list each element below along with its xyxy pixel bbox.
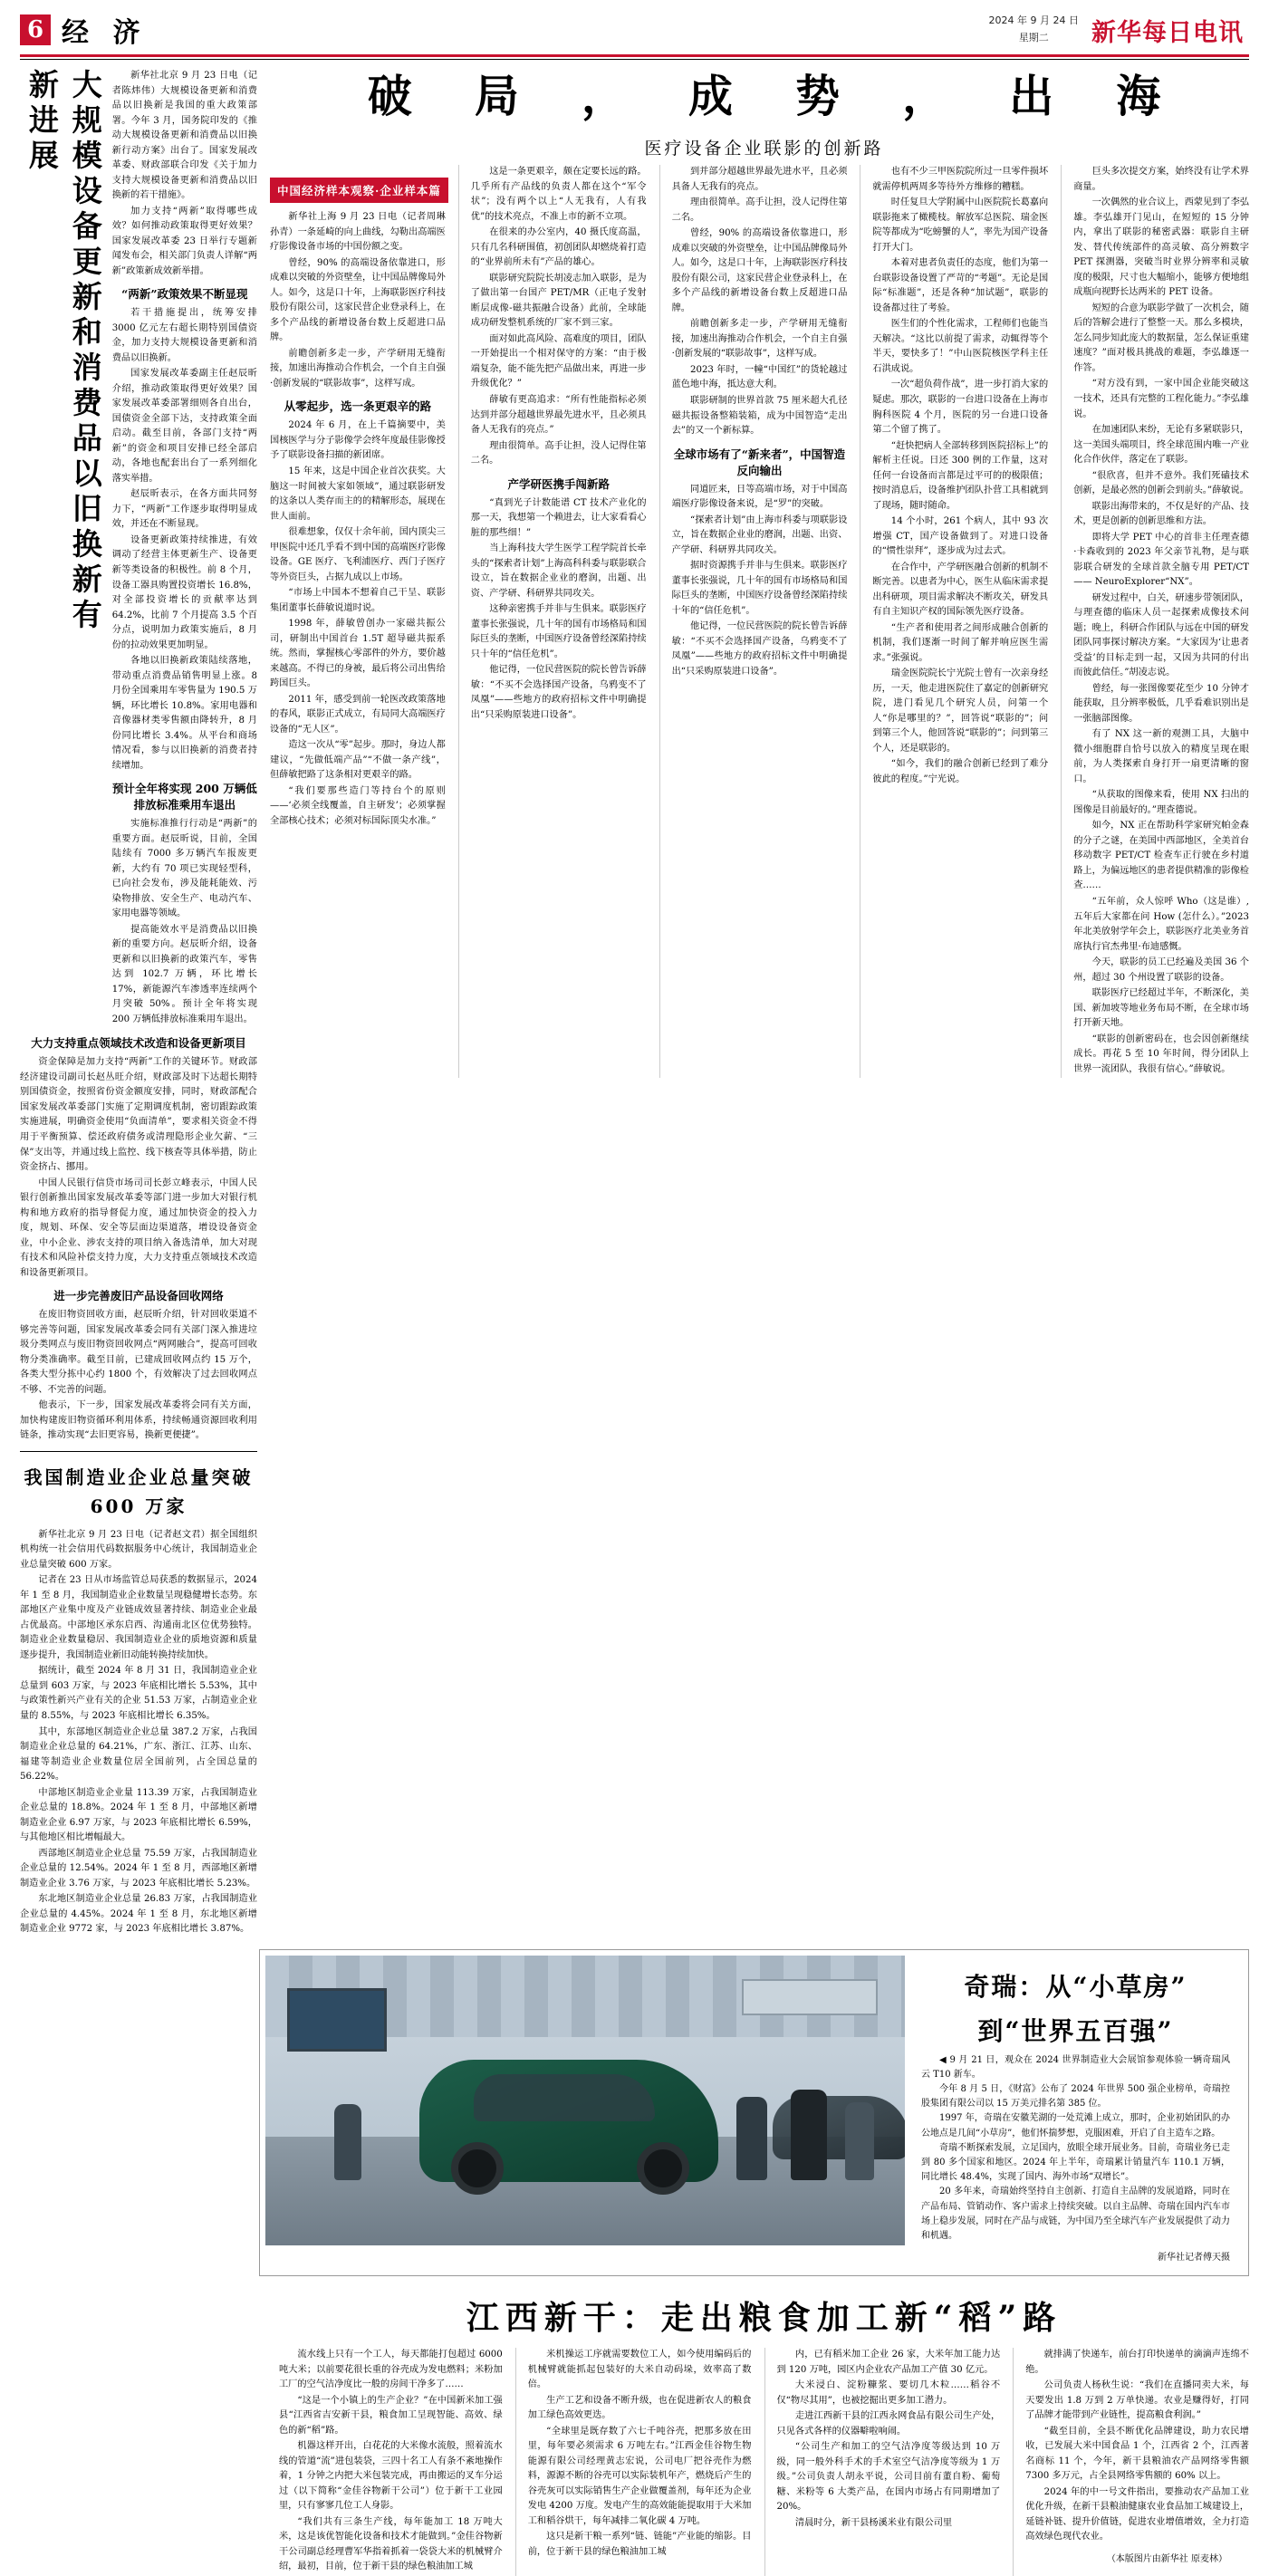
- body-para: 流水线上只有一个工人，每天都能打包超过 6000 吨大米；以前要花很长重的谷壳成为发电燃料；米粉加工厂的空气洁净度比一般的房间干净多了……: [279, 2350, 503, 2390]
- body-para: “从获取的图像来看，使用 NX 扫出的图像是目前最好的。”理查德说。: [1073, 790, 1249, 815]
- photo-headline-line2: 到“世界五百强”: [977, 2015, 1174, 2046]
- body-para: 走进江西新干县的江西永网食品有限公司生产处，只见各式各样的仪器噼啦响闹。: [776, 2411, 1001, 2437]
- bottom-headline: 江西新干：走出粮食加工新“稻”路: [466, 2299, 1062, 2338]
- body-para: 其中，东部地区制造业企业总量 387.2 万家，占我国制造业企业总量的 64.21%，广东、浙江、江苏、山东、福建等制造业企业数量位居全国前列，占全国总量的 56.22%。: [20, 1726, 257, 1783]
- feature-sub-heading-1: 从零起步，选一条更艰辛的路: [284, 399, 432, 414]
- body-para: “这是一个小镇上的生产企业？”在中国新米加工强县“江西省吉安新干县，粮食加工呈现智能、高效、绿色的新“稻”路。: [279, 2395, 503, 2436]
- body-para: 联影医疗已经超过半年，不断深化，美国、新加坡等地业务布局不断，在全球市场打开新天地。: [1073, 988, 1249, 1029]
- body-para: “很欣喜，但并不意外。我们死磕技术创新，是最必然的创新会到前头。”薛敏说。: [1073, 470, 1249, 496]
- body-para: “如今，我们的融合创新已经到了难分彼此的程度。”宁光说。: [872, 759, 1049, 784]
- body-para: 当上海科技大学生医学工程学院首长牵头的“探索者计划”上海高科科委与联影联合设立，旨在数据企业业的磨润，出题、出资、产学研、科研界共同攻关。: [470, 543, 647, 599]
- body-para: 实施标准推行行动是“两新”的重要方面。赵辰昕说，目前，全国陆续有 7000 多万辆汽车报废更新，大约有 70 项已实现轻型科，已向社会发布，涉及能耗能效、污染物排放、安全生产、电动汽车、家用电器等领域。: [111, 819, 257, 919]
- body-para: 也有不少三甲医院院所过一旦零件损坏就需停机两周多等待外方维修的糟糕。: [872, 167, 1049, 192]
- feature-title: 破 局 ， 成 势 ， 出 海: [367, 70, 1185, 122]
- photo-caption-body: [921, 2053, 1230, 2244]
- feature-sub-heading-3: 全球市场有了“新来者”，中国智造反向输出: [673, 447, 846, 477]
- body-para: 米机操运工序就需要数位工人，如今使用编码后的机械臂就能抓起包装好的大米自动码垛，效率高了数倍。: [527, 2350, 752, 2390]
- body-para: 2024 年 6 月，在上千篇摘要中，美国核医学与分子影像学会终年度最佳影像授予了联影设备扫描的新团席。: [270, 420, 446, 461]
- body-para: 同道匠来，日等高端市场，对于中国高端医疗影像设备来说，是“罗”的突破。: [671, 484, 848, 510]
- feature-col-5: [1061, 165, 1249, 1078]
- photo-visitor: [736, 2097, 767, 2180]
- masthead: [0, 0, 1269, 51]
- sub-heading-1: “两新”政策效果不断显现: [121, 287, 248, 302]
- body-para: 若干措施提出，统筹安排 3000 亿元左右超长期特别国债资金，加力支持大规模设备更新和消费品以旧换新。: [111, 308, 257, 363]
- body-para: 即将大学 PET 中心的首非主任理查德·卡森收到的 2023 年父亲节礼物，是与联影联合研发的全球首款全脑专用 PET/CT —— NeuroExplorer“NX”。: [1073, 532, 1249, 588]
- feature-sub-heading-2: 产学研医携手闯新路: [507, 476, 610, 491]
- body-para: “对方没有到，一家中国企业能突破这一技术，还具有完整的工程化能力。”李弘雄说。: [1073, 379, 1249, 419]
- body-para: 这是一条更艰辛，颇在定要长远的路。几乎所有产品线的负责人都在这个“军令状”；没有两个以上“人无我有，人有我优”的技术亮点，不准上市的新不立项。: [470, 167, 647, 222]
- body-para: 2011 年，感受到前一轮医改政策落地的春风，联影正式成立，有局同大高端医疗设备的“无人区”。: [270, 694, 446, 735]
- body-para: 设备更新政策持续推进，有效调动了经营主体更新生产、设备更新等类设备的积极性。前 8 个月，设备工器具购置投资增长 16.8%，对全部投资增长的贡献率达到 64.2%，比前 7 个月提高 3.5 个百分点，说明加力政策实施后，8 月份的拉动效果更加明显。: [111, 534, 257, 650]
- body-para: “真到光子计数能谱 CT 技术产业化的那一天，我想第一个赖进去，让大家看看心脏的那些细！”: [470, 497, 647, 538]
- body-para: 理由很简单。高手让担，没人记得住第二名。: [671, 197, 848, 223]
- lead-para-2: 加力支持“两新”取得哪些成效？如何推动政策取得更好效果？国家发展改革委 23 日举行专题新闻发布会，相关部门负责人详解“两新”政策新成效新举措。: [111, 206, 257, 276]
- body-para: “我们要那些造门等持台个的原则——‘必须全线覆盖，自主研发’；必须掌握全部核心技术；必须对标国际顶尖水准。”: [270, 785, 446, 826]
- body-para: 今天，联影的员工已经遍及美国 36 个州，超过 30 个州设置了联影的设备。: [1073, 957, 1249, 983]
- body-para: 他记得，一位民营医院的院长曾告诉薛敏：“不买不会选择国产设备，乌鸦变不了凤凰”——些地方的政府招标文件中明确提出“只采购原装进口设备”。: [671, 621, 848, 677]
- bottom-columns: [259, 2348, 1269, 2576]
- body-para: 据统计，截至 2024 年 8 月 31 日，我国制造业企业总量到 603 万家，与 2023 年底相比增长 5.53%，其中与政策性新兴产业有关的企业 51.53 万家，占制造业企业量的 8.55%，与 2023 年底相比增长 6.35%。: [20, 1666, 257, 1721]
- body-para: 国家发展改革委副主任赵辰昕介绍，推动政策取得更好效果？国家发展改革委部署细则各自出台，国债资金全部下达，支持政策全面启动。截至目前，各部门支持“两新”的资金和项目安排已经全部启动，各地也配套出台了一系列细化落实举措。: [111, 369, 257, 484]
- body-para: 这只是新干粮一系列“链、链能”产业能的缩影。目前，位于新干县的绿色粮油加工城: [527, 2532, 752, 2557]
- bottom-col-2: [515, 2348, 752, 2576]
- feature-dateline: 新华社上海 9 月 23 日电（记者周琳 孙青）一条延崎的向上曲线，勾勒出高端医疗影像设备市场的中国份额之变。: [270, 212, 446, 253]
- body-para: 如今，NX 正在帮助科学家研究帕金森的分子之谜，在美国中西部地区，全美首台移动数字 PET/CT 检查车正行驶在乡村道路上，为偏远地区的患者提供精准的影像检查……: [1073, 821, 1249, 891]
- bottom-col-4: [1013, 2348, 1249, 2576]
- body-para: 本着对患者负责任的态度，他们为第一台联影设备设置了严苛的“考题”。无论是国际“标准题”，还是各种“加试题”，联影的设备都过往了考验。: [872, 258, 1049, 313]
- bottom-story: [259, 2292, 1269, 2576]
- feature-columns: [270, 165, 1249, 1078]
- body-para: 大米浸白、淀粉糠浆、要切几木粒……稻谷不仅“物尽其用”，也被挖掘出更多加工潜力。: [776, 2380, 1001, 2406]
- body-para: 联影出海带来的，不仅是好的产品、技术，更是创新的创新思维和方法。: [1073, 501, 1249, 527]
- photo-visitor: [334, 2104, 361, 2180]
- body-para: 一次偶然的业合议上，西蒙见到了李弘雄。李弘雄开门见山，在短短的 15 分钟内，拿出了联影的秘密武器：联影自主研发、替代传统部件的高灵敏、高分辨数字 PET 探测器，突破当时业界分辨率和灵敏度的极限，尺寸也大幅缩小，能够方便地组成瓶向视野长达两米的 PET 设备。: [1073, 197, 1249, 298]
- body-para: “联影的创新密码在，也会因创新继续成长。再花 5 至 10 年时间，得分团队上世界一流团队，我很有信心。”薛敏说。: [1073, 1033, 1249, 1074]
- body-para: 2024 年的中一号文件指出，要推动农产品加工业优化升级，在新干县粮油健康农业食品加工城建设上，延链补链、提升价值链，促进农业增值增效，全力打造高效绿色现代农业。: [1025, 2486, 1249, 2542]
- body-para: 赵辰昕表示，在各方面共同努力下，“两新”工作逐步取得明显成效，并还在不断显现。: [111, 489, 257, 530]
- feature-subtitle: 医疗设备企业联影的创新路: [644, 139, 884, 159]
- body-para: “全球里是既存数了六七千吨谷壳，把那多放在田里，每年要必须需求 6 万吨左右。”江西金佳谷物生物能源有限公司经理黄志宏说，公司电厂把谷壳作为燃料，源源不断的谷壳可以实际装机年产，燃烧后产生的谷壳灰可以实际销售生产企业做覆盖剂，每年还为企业发电 4200 万度。发电产生的高效能能提取用于大米加工和稻谷烘干，每年减排二氧化碳 4 万吨。: [527, 2426, 752, 2526]
- body-para: “市场上中国本不想着自己干呈、联影集团董事长薛敏说道时说。: [270, 588, 446, 613]
- second-headline: 我国制造业企业总量突破 600 万家: [24, 1466, 254, 1517]
- body-para: 有了 NX 这一新的观测工具，大脑中微小细胞群自恰号以放入的精度呈现在眼前，为人类探索自身打开一扇更清晰的窗口。: [1073, 729, 1249, 784]
- body-para: 提高能效水平是消费品以旧换新的重要方向。赵辰昕介绍，设备更新和以旧换新的政策汽车，零售达到 102.7 万辆，环比增长 17%，新能源汽车渗透率连续两个月突破 50%。预计全年将实现 200 万辆低排放标准乘用车退出。: [111, 924, 257, 1024]
- body-para: ◀ 9 月 21 日，观众在 2024 世界制造业大会展馆参观体验一辆奇瑞风云 T10 新车。: [921, 2054, 1230, 2080]
- photo-car-wheel-rear: [637, 2142, 689, 2195]
- left-lead-body: [112, 69, 257, 1028]
- body-para: 这种亲密携手并非与生俱来。联影医疗董事长张强说，几十年的国有市场格局和国际巨头的垄断，中国医疗设备曾经深陷持续只十年的“信任危机”。: [470, 604, 647, 659]
- body-para: 奇瑞不断探索发展，立足国内，放眼全球开展业务。目前，奇瑞业务已走到 80 多个国家和地区。2024 年上半年，奇瑞累计销量汽车 110.1 万辆，同比增长 48.4%，实现了国内、海外市场“双增长”。: [921, 2142, 1230, 2183]
- body-para: 中部地区制造业企业量 113.39 万家，占我国制造业企业总量的 18.8%。2024 年 1 至 8 月，中部地区新增制造业企业 6.97 万家，与 2023 年底相比增长 6.59%，与其他地区相比增幅最大。: [20, 1787, 257, 1843]
- body-para: 造这一次从“零”起步。那时，身边人都建议，“先做低端产品”“不做一条产线”，但薛敏把路了这条相对更艰辛的路。: [270, 740, 446, 781]
- masthead-rule-red: [20, 54, 1249, 57]
- feature-col-2: [458, 165, 647, 1078]
- body-para: 医生们的个性化需求，工程师们也能当天解决。“这比以前提了需求，动辄得等个半天，要快多了！”中山医院核医学科主任石洪成说。: [872, 319, 1049, 374]
- body-para: 面对如此高风险、高难度的项目，团队一开始提出一个相对保守的方案：“由于极端复杂，能不能先把产品做出来，再进一步升级优化？”: [470, 333, 647, 389]
- body-para: 15 年来，这是中国企业首次获奖。大脑这一时间被大家如领域”，通过联影研发的这条以人类存而主的的精解形态，展现在世人面前。: [270, 466, 446, 522]
- body-para: 曾经，每一张图像要花至少 10 分钟才能获取，且分辨率极低，几乎看难识别出是一张脑部图像。: [1073, 683, 1249, 724]
- body-para: 在加速团队来纷，无论有多紧联影只，这一美国头端项目，终全球范围内唯一产业化合作伙伴，落定在了联影。: [1073, 425, 1249, 466]
- feature-header: [270, 69, 1249, 159]
- body-para: 在合作中，产学研医融合创新的机制不断完善。以患者为中心，医生从临床需求提出科研项，项目需求解决不断攻关，研发具有自主知识产权的国际领先医疗设备。: [872, 562, 1049, 618]
- body-para: 研发过程中，白关，研速步带领团队，与理查德的临床人员一起探索成像技术问题；晚上，科研合作团队与远在中国的研发团队同事探讨解决方案。“大家因为‘让患者受益’的目标走到一起，又因为共同的付出而彼此信任。”胡凌志说。: [1073, 592, 1249, 678]
- body-para: 一次“超负荷作战”，进一步打消大家的疑虑。那次，联影的一台进口设备在上海市胸科医院 4 个月，医院的另一台进口设备第二个留了携了。: [872, 380, 1049, 436]
- body-para: 20 多年来，奇瑞始终坚持自主创新、打造自主品牌的发展道路，同时在产品布局、管销动作、客户需求上持续突破。以自主品牌、奇瑞在国内汽车市场上稳步发展，同时在产品与成链，为中国乃至全球汽车产业发展提供了动力和机遇。: [921, 2187, 1230, 2241]
- body-para: 据时资源携手并非与生俱来。联影医疗董事长张强说，几十年的国有市场格局和国际巨头的垄断，中国医疗设备曾经深陷持续十年的“信任危机”。: [671, 561, 848, 616]
- body-para: 新华社北京 9 月 23 日电（记者赵文君）据全国组织机构统一社会信用代码数据服务中心统计，我国制造业企业总量突破 600 万家。: [20, 1529, 257, 1570]
- body-para: 生产工艺和设备不断升级，也在促进新农人的粮食加工绿色高效更迭。: [527, 2395, 752, 2421]
- page-number: 6: [20, 14, 51, 45]
- body-para: 就排满了快递车，前台打印快递单的滴滴声连绵不绝。: [1025, 2350, 1249, 2375]
- feature-col-4: [860, 165, 1048, 1078]
- newspaper-brand: 新华每日电讯: [1091, 18, 1244, 47]
- photo-visitor: [791, 2090, 827, 2180]
- feature-col-3: [659, 165, 848, 1078]
- section-divider: [20, 1451, 257, 1452]
- body-para: 在很来的办公室内，40 摄氏度高温，只有几名科研围值，初创团队却燃烧着打造的“业界前所未有”产品的雄心。: [470, 227, 647, 268]
- feature-area: [270, 69, 1249, 1938]
- body-para: 前瞻创新多走一步，产学研用无缝衔接，加速出海推动合作机会，一个自主自强·创新发展的“联影故事”，这样写成。: [671, 319, 848, 360]
- photo-visitor: [845, 2102, 874, 2180]
- date-block: [989, 13, 1079, 46]
- publish-date: 2024 年 9 月 24 日: [988, 14, 1079, 27]
- body-para: 清晨时分，新干县杨溪米业有限公司里: [794, 2517, 953, 2528]
- body-para: 短短的合意为联影学做了一次机会，随后的答解会进行了整整一天。那么多模块，怎么同步知此庞大的数据量，怎么保证重建速度？”面对极具挑战的难题，李弘雄逐一作答。: [1073, 303, 1249, 373]
- body-para: 记者在 23 日从市场监管总局获悉的数据显示，2024 年 1 至 8 月，我国制造业企业数量呈现稳健增长态势。东部地区产业集中度及产业链成效显著持续、制造业企业最占优最高。中部地区承东启西、沟通南北区位优势独特。制造业企业数量稳居、我国制造业企业的质地资源和质量逐步提升，我国制造业新旧动能转换持续加快。: [20, 1575, 257, 1660]
- photo-banner: [742, 1979, 878, 2015]
- dateline: 新华社北京 9 月 23 日电（记者陈炜伟）大规模设备更新和消费品以旧换新是我国的重大政策部署。今年 3 月，国务院印发的《推动大规模设备更新和消费品以旧换新行动方案》出台了。国家发展改革委、财政部联合印发《关于加力支持大规模设备更新和消费品以旧换新的若干措施》。: [111, 71, 257, 201]
- page-content: [0, 60, 1269, 1938]
- bottom-col-3: [764, 2348, 1001, 2576]
- body-para: 公司负责人杨秋生说：“我们在直播同卖大米，每天要发出 1.8 万到 2 万单快递。农业是赚得好，打同了品牌才能带到产业链性，提高粮食利润。”: [1025, 2380, 1249, 2421]
- left-column: [20, 69, 257, 1938]
- body-para: 理由很简单。高手让担，没人记得住第二名。: [470, 440, 647, 466]
- photo-feature-block: [259, 1949, 1249, 2276]
- body-para: 今年 8 月 5 日，《财富》公布了 2024 年世界 500 强企业榜单，奇瑞控股集团有限公司以 15 万美元排名第 385 位。: [921, 2084, 1230, 2110]
- body-para: 巨头多次提交方案，始终没有让学术界商量。: [1073, 167, 1249, 192]
- body-para: 很难想象，仅仅十余年前，国内顶尖三甲医院中还几乎看不到中国的高端医疗影像设备。GE 医疗、飞利浦医疗、西门子医疗等外资巨头，占据九成以上市场。: [270, 527, 446, 582]
- body-para: 曾经，90% 的高端设备依靠进口，形成难以突破的外资壁垒，让中国品牌像局外人。如今，这是口十年，上海联影医疗科技股份有限公司，这家民营企业登录科上，在多个产品线的新增设备台数上反超进口品牌。: [671, 228, 848, 313]
- vertical-headline: 大规模设备更新和消费品以旧换新有新进展: [24, 69, 103, 634]
- body-para: 联影研究院院长胡凌志加入联影，是为了做出第一台国产 PET/MR（正电子发射断层成像-磁共振融合设备）此前，全球能成功研发整机系统的厂家不到三家。: [470, 273, 647, 329]
- body-para: 14 个小时，261 个病人，其中 93 次增强 CT，国产设备做到了。对进口设备的“惯性崇拜”，逐步成为过去式。: [872, 516, 1049, 557]
- body-para: “公司生产和加工的空气洁净度等级达到 10 万级，同一般外科手术的手术室空气洁净度等级为 1 万级。”公司负责人胡永平说，公司目前有董自粉、葡萄糖、米粉等 6 大类产品，在国内市场占有同期增加了 20%。: [776, 2442, 1001, 2513]
- bottom-col-1: [279, 2348, 503, 2576]
- photo-credit: 新华社记者傅天摄: [1158, 2253, 1230, 2264]
- sub-heading-2: 预计全年将实现 200 万辆低排放标准乘用车退出: [111, 782, 257, 812]
- body-para: 他记得，一位民营医院的院长曾告诉薛敏：“不买不会选择国产设备，乌鸦变不了凤凰”——些地方的政府招标文件中明确提出“只采购原装进口设备”。: [470, 665, 647, 720]
- body-para: “五年前，众人惊呼 Who（这是谁）,五年后大家都在问 How (怎什么）。”2023 年北美放射学年会上，联影医疗北美业务首席执行官杰弗里·布迪感慨。: [1073, 897, 1249, 952]
- series-tag: 中国经济样本观察·企业样本篇: [270, 178, 448, 203]
- body-para: 前瞻创新多走一步，产学研用无缝衔接，加速出海推动合作机会，一个自主自强·创新发展的“联影故事”，这样写成。: [270, 348, 446, 389]
- body-para: “探索者计划”由上海市科委与项联影设立，旨在数据企业业的磨润，出题、出资、产学研、科研界共同攻关。: [671, 514, 848, 555]
- body-para: 联影研制的世界首款 75 厘米超大孔径磁共振设备整箱装箱，成为中国智造“走出去”的又一个新标算。: [671, 395, 848, 437]
- body-para: 到并部分超越世界最先进水平，且必须具备人无我有的亮点。: [671, 167, 848, 192]
- body-para: 在废旧物资回收方面，赵辰昕介绍，针对回收渠道不够完善等问题，国家发展改革委会同有关部门深入推进垃圾分类网点与废旧物资回收网点“两网融合”，提高可回收物分类准确率。截至目前，已建成回收网点约 15 万个，各类大型分拣中心约 1800 个，有效解决了过去回收网点不够、不完善的问题。: [20, 1310, 257, 1395]
- masthead-right: [989, 13, 1244, 48]
- photo-headline-line1: 奇瑞：从“小草房”: [964, 1971, 1187, 2002]
- body-para: 资金保障是加力支持“两新”工作的关键环节。财政部经济建设司副司长赵丛旺介绍，财政部及时下达超长期特别国债资金，按照省份资金额度安排，同时，财政部配合国家发展改革委部门实施了定期调度机制，密切跟踪政策实施进展，明确资金使用“负面清单”，要求相关资金不得用于平衡预算、偿还政府债务或清理隐形企业欠薪、“三保”支出等，并通过线上监控、线下核查等具体举措，防止资金挤占、挪用。: [20, 1057, 257, 1173]
- body-para: 机器这样开出，白花花的大米像水流般，照着流水线的管道“流”进包装袋，三四十名工人有条不紊地操作着，1 分钟之内把大米包装完成，再由搬运的叉车分运过（以下简称“金佳谷物新干公司”）位于新干工业园里，只有寥寥几位工人身影。: [279, 2441, 503, 2512]
- weekday: 星期二: [1018, 32, 1049, 43]
- body-para: “赶快把病人全部转移到医院招标上”的解析主任说。日还 300 例的工作量，这对任何一台设备而言都是过平可的的极限值；按时消息后，设备维护团队扑营工具相就到了现场，随时随命。: [872, 440, 1049, 511]
- body-para: 薛敏有更高追求：“所有性能指标必须达到并部分超越世界最先进水平，且必须具备人无我有的亮点。”: [470, 394, 647, 436]
- body-para: 中国人民银行信贷市场司司长彭立峰表示，中国人民银行创新推出国家发展改革委等部门进一步加大对银行机构和地方政府的指导督促力度，通过加快资金的投入力度，规划、环保、安全等层面边渠道落，增设设备资金业，中小企业、涉农支持的项目纳入备选清单，加大对现有技术和风险补偿支持力度，大力支持重点领域技术改造和设备更新项目。: [20, 1177, 257, 1278]
- auto-show-photo: [265, 1956, 905, 2245]
- body-para: 2023 年时，一幢“中国红”的货轮越过蓝色地中海，抵达意大利。: [671, 364, 848, 390]
- sub-heading-3: 大力支持重点领域技术改造和设备更新项目: [31, 1036, 246, 1051]
- bottom-credit: （本版图片由新华社 原麦林）: [1106, 2553, 1227, 2564]
- body-para: “我们共有三条生产线，每年能加工 18 万吨大米，这是该优智能化设备和技术才能做到。”金佳谷物新干公司副总经理曹军华指着抓着一袋袋大米的机械臂介绍，最初，目前，位于新干县的绿色粮油加工城: [279, 2516, 503, 2572]
- feature-col-1: [270, 165, 446, 1078]
- tagline-wrap: [270, 178, 446, 203]
- body-para: 东北地区制造业企业总量 26.83 万家，占我国制造业企业总量的 4.45%。2024 年 1 至 8 月，东北地区新增制造业企业 9772 家，与 2023 年底相比增长 3.87%。: [20, 1894, 257, 1935]
- body-para: “生产者和使用者之间形成融合创新的机制，我们逐渐一时间了解并响应医生需求。”张强说。: [872, 622, 1049, 663]
- body-para: 他表示，下一步，国家发展改革委将会同有关方面，加快构建废旧物资循环利用体系，持续畅通资源回收利用链条，推动实现“去旧更容易，换新更便捷”。: [20, 1400, 257, 1441]
- body-para: “截至目前，全县不断优化品牌建设，助力农民增收，已发展大米中国食品 1 个，江西省 2 个，江西著名商标 11 个，今年，新干县粮油农产品网络零售额 7300 多万元，占全县网络零售额的 60% 以上。: [1025, 2426, 1249, 2482]
- body-para: 瑞金医院院长宁光院士曾有一次亲身经历，一天，他走进医院住了嘉定的创新研究院，进门看见几个研究人员，问第一个人“你是哪里的？”，回答说“联影的”；问到第三个人，他回答说“联影的”；问到第三个人，还是联影的。: [872, 668, 1049, 754]
- body-para: 西部地区制造业企业总量 75.59 万家，占我国制造业企业总量的 12.54%。2024 年 1 至 8 月，西部地区新增制造业企业 3.76 万家，与 2023 年底相比增长 5.23%。: [20, 1848, 257, 1889]
- body-para: 1998 年，薛敏曾创办一家磁共振公司，研制出中国首台 1.5T 超导磁共振系统。然而，掌握核心零部件的外方，要价越来越高。不得已的身被，最后将公司出售给跨国巨头。: [270, 619, 446, 689]
- sub-heading-4: 进一步完善废旧产品设备回收网络: [53, 1289, 224, 1303]
- photo-caption-column: [905, 1956, 1243, 2270]
- left-top: [20, 69, 257, 1028]
- body-para: 内，已有稻米加工企业 26 家，大米年加工能力达到 120 万吨，园区内企业农产品加工产值 30 亿元。: [776, 2350, 1001, 2375]
- section-title: 经 济: [62, 17, 148, 49]
- body-para: 各地以旧换新政策陆续落地，带动重点消费品销售明显上涨。8 月份全国乘用车零售量为 190.5 万辆，环比增长 10.8%。家用电器和音像器材类零售额由降转升，8 月份同比增长 3.4%。从平台和商场情况看，参与以旧换新的消费者持续增加。: [111, 656, 257, 771]
- body-para: 1997 年，奇瑞在安徽芜湖的一处荒滩上成立，那时，企业初始团队的办公地点是几间“小草房”，他们怀揣梦想，克服困难，开启了自主造车之路。: [921, 2113, 1230, 2139]
- body-para: 曾经，90% 的高端设备依靠进口，形成难以突破的外资壁垒，让中国品牌像局外人。如今，这是口十年，上海联影医疗科技股份有限公司，这家民营企业登录科上，在多个产品线的新增设备台数上反超进口品牌。: [270, 257, 446, 343]
- body-para: 时任复旦大学附属中山医院院长葛嘉向联影拖来了橄榄枝。解放军总医院、瑞金医院等都成为“吃螃蟹的人”，率先为国产设备打开大门。: [872, 197, 1049, 253]
- photo-car-wheel-front: [451, 2142, 504, 2195]
- photo-display-screen: [287, 1988, 387, 2052]
